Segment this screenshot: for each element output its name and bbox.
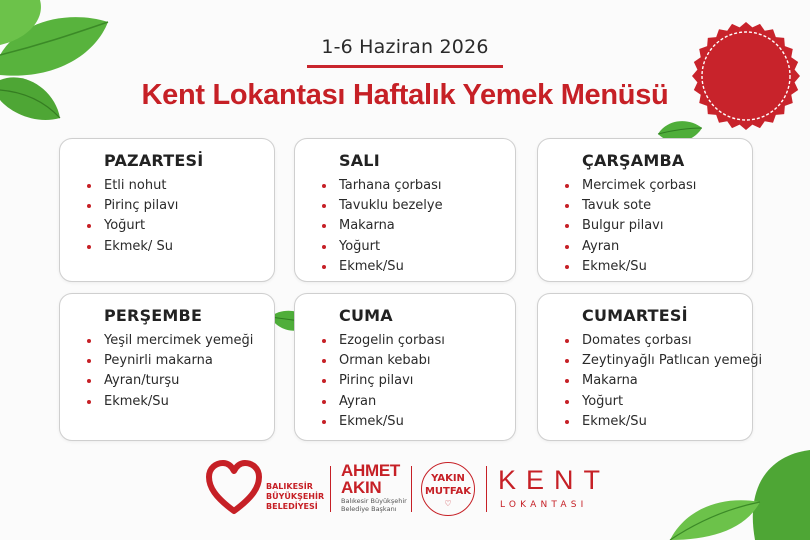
mayor-title: Balıkesir Büyükşehir Belediye Başkanı <box>341 497 407 513</box>
heart-icon: ♡ <box>444 499 452 508</box>
menu-list <box>84 176 178 257</box>
menu-card-carsamba <box>537 138 753 282</box>
menu-list <box>319 331 445 432</box>
menu-card-cuma <box>294 293 516 441</box>
list-item: Ekmek/Su <box>84 392 253 412</box>
menu-card-pazartesi <box>59 138 275 282</box>
list-item: Yoğurt <box>84 216 178 236</box>
menu-card-sali <box>294 138 516 282</box>
day-name: CUMARTESİ <box>582 306 688 325</box>
footer-separator <box>486 466 487 512</box>
leaf-decoration-bottom-right <box>660 440 810 540</box>
day-name: SALI <box>339 151 380 170</box>
list-item: Ekmek/Su <box>319 257 443 277</box>
municipality-name: BALIKESİR BÜYÜKŞEHİR BELEDİYESİ <box>266 482 325 511</box>
menu-card-persembe <box>59 293 275 441</box>
list-item: Ayran <box>319 392 445 412</box>
menu-card-cumartesi <box>537 293 763 441</box>
menu-list <box>562 176 696 277</box>
list-item: Makarna <box>562 371 762 391</box>
lokantasi-logo-text: LOKANTASI <box>500 500 588 510</box>
list-item: Ayran <box>562 237 696 257</box>
list-item: Ekmek/Su <box>562 412 762 432</box>
footer-separator <box>330 466 331 512</box>
list-item: Ekmek/Su <box>319 412 445 432</box>
list-item: Domates çorbası <box>562 331 762 351</box>
kent-logo-text: KENT <box>498 465 611 495</box>
list-item: Makarna <box>319 216 443 236</box>
menu-list <box>562 331 762 432</box>
list-item: Yoğurt <box>562 392 762 412</box>
list-item: Ayran/turşu <box>84 371 253 391</box>
page-title: Kent Lokantası Haftalık Yemek Menüsü <box>141 79 669 111</box>
list-item: Yoğurt <box>319 237 443 257</box>
list-item: Pirinç pilavı <box>84 196 178 216</box>
mutfak-label: MUTFAK <box>424 486 472 497</box>
menu-list <box>84 331 253 412</box>
list-item: Ezogelin çorbası <box>319 331 445 351</box>
list-item: Mercimek çorbası <box>562 176 696 196</box>
menu-list <box>319 176 443 277</box>
list-item: Peynirli makarna <box>84 351 253 371</box>
mayor-name: AHMET AKIN <box>341 461 400 497</box>
yakin-mutfak-logo <box>421 462 475 516</box>
yakin-label: YAKIN <box>431 473 465 484</box>
date-range: 1-6 Haziran 2026 <box>321 36 489 58</box>
list-item: Orman kebabı <box>319 351 445 371</box>
footer-separator <box>411 466 412 512</box>
day-name: PERŞEMBE <box>104 306 203 325</box>
list-item: Ekmek/Su <box>562 257 696 277</box>
list-item: Pirinç pilavı <box>319 371 445 391</box>
date-underline <box>307 65 503 68</box>
day-name: PAZARTESİ <box>104 151 204 170</box>
list-item: Tavuk sote <box>562 196 696 216</box>
day-name: ÇARŞAMBA <box>582 151 685 170</box>
municipality-heart-logo <box>205 459 263 515</box>
list-item: Zeytinyağlı Patlıcan yemeği <box>562 351 762 371</box>
day-name: CUMA <box>339 306 393 325</box>
list-item: Yeşil mercimek yemeği <box>84 331 253 351</box>
list-item: Etli nohut <box>84 176 178 196</box>
list-item: Bulgur pilavı <box>562 216 696 236</box>
list-item: Tavuklu bezelye <box>319 196 443 216</box>
list-item: Ekmek/ Su <box>84 237 178 257</box>
list-item: Tarhana çorbası <box>319 176 443 196</box>
